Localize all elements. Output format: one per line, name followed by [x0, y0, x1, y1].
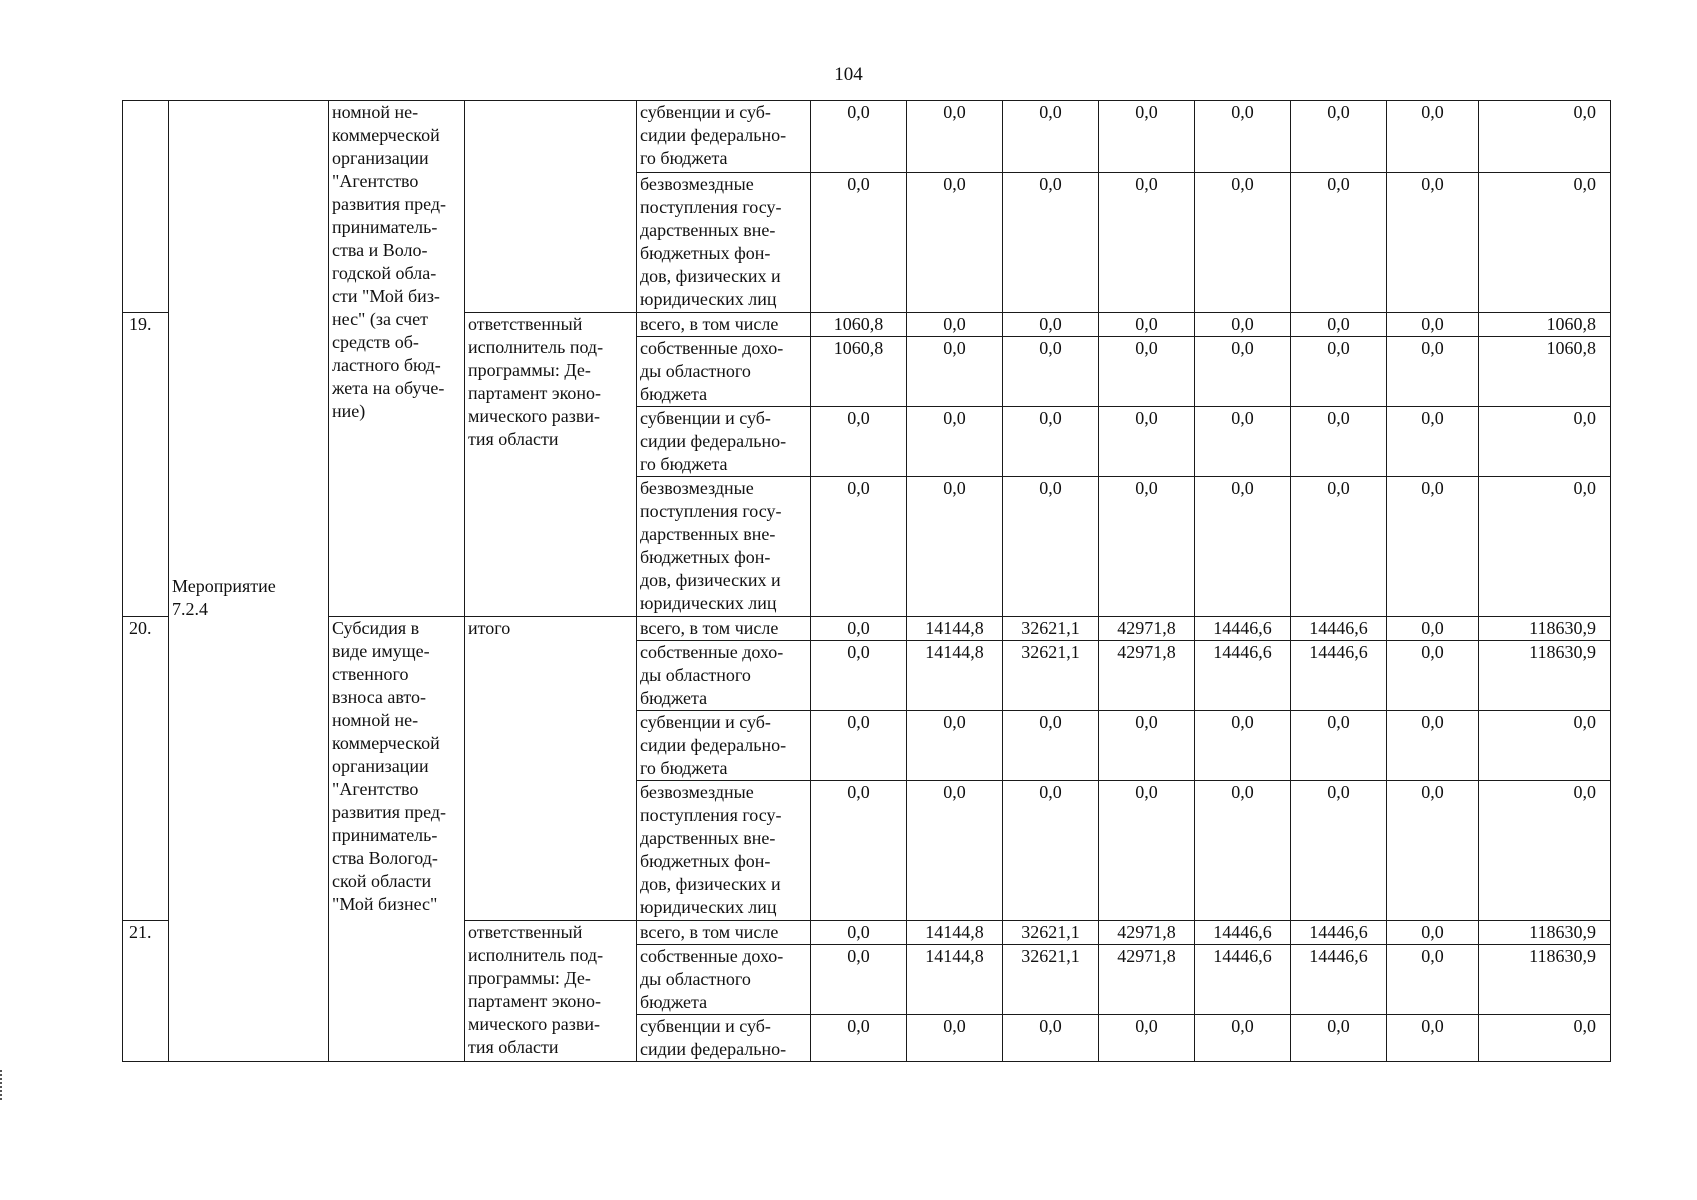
value-cell: 0,0: [1195, 337, 1291, 407]
row-number-cell: 19.: [123, 313, 169, 617]
value-cell: 14446,6: [1195, 641, 1291, 711]
total-value-cell: 0,0: [1479, 711, 1611, 781]
budget-table: [122, 100, 1611, 1062]
executor-cell: ответственный исполнитель под- программы: Де- партамент эконо- мического разви- тия области: [465, 921, 637, 1062]
value-cell: 0,0: [907, 101, 1003, 173]
value-cell: 0,0: [1291, 477, 1387, 617]
funding-source-cell: собственные дохо- ды областного бюджета: [637, 641, 811, 711]
value-cell: 32621,1: [1003, 617, 1099, 641]
value-cell: 0,0: [1003, 711, 1099, 781]
value-cell: 0,0: [907, 313, 1003, 337]
scan-edge-marks: [0, 1070, 5, 1100]
funding-source-cell: всего, в том числе: [637, 313, 811, 337]
value-cell: 0,0: [1291, 1015, 1387, 1062]
value-cell: 0,0: [1003, 313, 1099, 337]
value-cell: 0,0: [1195, 1015, 1291, 1062]
value-cell: 0,0: [811, 477, 907, 617]
total-value-cell: 1060,8: [1479, 313, 1611, 337]
value-cell: 0,0: [811, 617, 907, 641]
total-value-cell: 118630,9: [1479, 641, 1611, 711]
value-cell: 0,0: [1099, 407, 1195, 477]
value-cell: 0,0: [1387, 711, 1479, 781]
value-cell: 0,0: [1387, 641, 1479, 711]
funding-source-cell: субвенции и суб- сидии федерально-: [637, 1015, 811, 1062]
total-value-cell: 118630,9: [1479, 921, 1611, 945]
value-cell: 0,0: [1387, 313, 1479, 337]
value-cell: 14144,8: [907, 921, 1003, 945]
value-cell: 0,0: [1387, 173, 1479, 313]
value-cell: 14446,6: [1291, 617, 1387, 641]
value-cell: 32621,1: [1003, 641, 1099, 711]
value-cell: 0,0: [1291, 781, 1387, 921]
value-cell: 14446,6: [1291, 921, 1387, 945]
value-cell: 0,0: [1003, 407, 1099, 477]
executor-cell: ответственный исполнитель под- программы: Де- партамент эконо- мического разви- тия области: [465, 313, 637, 617]
value-cell: 42971,8: [1099, 641, 1195, 711]
total-value-cell: 0,0: [1479, 173, 1611, 313]
value-cell: 0,0: [1099, 477, 1195, 617]
value-cell: 0,0: [811, 641, 907, 711]
value-cell: 0,0: [907, 711, 1003, 781]
measure-spacer: [172, 101, 325, 575]
value-cell: 0,0: [1387, 781, 1479, 921]
value-cell: 0,0: [1387, 101, 1479, 173]
measure-cell: [169, 101, 329, 1062]
value-cell: 0,0: [1387, 337, 1479, 407]
total-value-cell: 0,0: [1479, 101, 1611, 173]
value-cell: 0,0: [1099, 781, 1195, 921]
value-cell: 0,0: [1387, 1015, 1479, 1062]
value-cell: 0,0: [1291, 173, 1387, 313]
value-cell: 0,0: [1291, 407, 1387, 477]
value-cell: 0,0: [1099, 101, 1195, 173]
value-cell: 0,0: [907, 477, 1003, 617]
value-cell: 0,0: [1195, 407, 1291, 477]
value-cell: 0,0: [1099, 337, 1195, 407]
value-cell: 14446,6: [1291, 945, 1387, 1015]
funding-source-cell: собственные дохо- ды областного бюджета: [637, 337, 811, 407]
value-cell: 0,0: [811, 101, 907, 173]
value-cell: 0,0: [907, 781, 1003, 921]
value-cell: 0,0: [907, 337, 1003, 407]
table-row: [123, 101, 1611, 173]
value-cell: 0,0: [1099, 173, 1195, 313]
value-cell: 0,0: [1003, 173, 1099, 313]
value-cell: 0,0: [1387, 477, 1479, 617]
value-cell: 14446,6: [1195, 617, 1291, 641]
value-cell: 32621,1: [1003, 945, 1099, 1015]
value-cell: 14446,6: [1291, 641, 1387, 711]
value-cell: 14144,8: [907, 617, 1003, 641]
value-cell: 0,0: [811, 945, 907, 1015]
funding-source-cell: субвенции и суб- сидии федерально- го бюджета: [637, 407, 811, 477]
funding-source-cell: субвенции и суб- сидии федерально- го бюджета: [637, 711, 811, 781]
value-cell: 0,0: [811, 781, 907, 921]
value-cell: 0,0: [1003, 477, 1099, 617]
value-cell: 0,0: [1195, 781, 1291, 921]
funding-source-cell: субвенции и суб- сидии федерально- го бюджета: [637, 101, 811, 173]
value-cell: 0,0: [811, 921, 907, 945]
value-cell: 0,0: [1195, 101, 1291, 173]
page-number: 104: [834, 64, 863, 85]
value-cell: 0,0: [1291, 337, 1387, 407]
value-cell: 0,0: [1003, 101, 1099, 173]
funding-source-cell: безвозмездные поступления госу- дарственных вне- бюджетных фон- дов, физических и юридических лиц: [637, 477, 811, 617]
value-cell: 0,0: [1291, 313, 1387, 337]
value-cell: 0,0: [1387, 617, 1479, 641]
executor-cell: [465, 101, 637, 313]
value-cell: 0,0: [811, 407, 907, 477]
value-cell: 0,0: [1195, 711, 1291, 781]
value-cell: 0,0: [1003, 781, 1099, 921]
value-cell: 42971,8: [1099, 921, 1195, 945]
value-cell: 0,0: [1387, 945, 1479, 1015]
value-cell: 14144,8: [907, 641, 1003, 711]
funding-source-cell: безвозмездные поступления госу- дарственных вне- бюджетных фон- дов, физических и юридических лиц: [637, 781, 811, 921]
value-cell: 14144,8: [907, 945, 1003, 1015]
row-number-cell: [123, 101, 169, 313]
value-cell: 0,0: [1003, 337, 1099, 407]
value-cell: 0,0: [1387, 407, 1479, 477]
value-cell: 0,0: [811, 173, 907, 313]
value-cell: 0,0: [811, 1015, 907, 1062]
funding-source-cell: безвозмездные поступления госу- дарственных вне- бюджетных фон- дов, физических и юридических лиц: [637, 173, 811, 313]
value-cell: 1060,8: [811, 313, 907, 337]
value-cell: 14446,6: [1195, 921, 1291, 945]
value-cell: 42971,8: [1099, 617, 1195, 641]
value-cell: 0,0: [1099, 313, 1195, 337]
description-cell: Субсидия в виде имуще- ственного взноса авто- номной не- коммерческой организации "Агентство развития пред- приниматель- ства Вологод- ской области "Мой бизнес": [329, 617, 465, 1062]
total-value-cell: 118630,9: [1479, 945, 1611, 1015]
value-cell: 42971,8: [1099, 945, 1195, 1015]
value-cell: 0,0: [907, 173, 1003, 313]
value-cell: 32621,1: [1003, 921, 1099, 945]
value-cell: 0,0: [1195, 477, 1291, 617]
value-cell: 0,0: [1195, 313, 1291, 337]
description-cell: номной не- коммерческой организации "Агентство развития пред- приниматель- ства и Воло- годской обла- сти "Мой биз- нес" (за счет средств об- ластного бюд- жета на обуче- ние): [329, 101, 465, 617]
value-cell: 0,0: [1387, 921, 1479, 945]
value-cell: 0,0: [811, 711, 907, 781]
value-cell: 1060,8: [811, 337, 907, 407]
table-row: [123, 617, 1611, 641]
row-number-cell: 21.: [123, 921, 169, 1062]
total-value-cell: 0,0: [1479, 407, 1611, 477]
value-cell: 0,0: [907, 407, 1003, 477]
value-cell: 14446,6: [1195, 945, 1291, 1015]
value-cell: 0,0: [1099, 1015, 1195, 1062]
total-value-cell: 1060,8: [1479, 337, 1611, 407]
row-number-cell: 20.: [123, 617, 169, 921]
value-cell: 0,0: [1291, 101, 1387, 173]
total-value-cell: 0,0: [1479, 477, 1611, 617]
value-cell: 0,0: [907, 1015, 1003, 1062]
funding-source-cell: собственные дохо- ды областного бюджета: [637, 945, 811, 1015]
funding-source-cell: всего, в том числе: [637, 921, 811, 945]
total-value-cell: 118630,9: [1479, 617, 1611, 641]
value-cell: 0,0: [1099, 711, 1195, 781]
value-cell: 0,0: [1291, 711, 1387, 781]
executor-cell: итого: [465, 617, 637, 921]
total-value-cell: 0,0: [1479, 781, 1611, 921]
measure-label: Мероприятие 7.2.4: [172, 576, 276, 619]
funding-source-cell: всего, в том числе: [637, 617, 811, 641]
value-cell: 0,0: [1195, 173, 1291, 313]
total-value-cell: 0,0: [1479, 1015, 1611, 1062]
value-cell: 0,0: [1003, 1015, 1099, 1062]
